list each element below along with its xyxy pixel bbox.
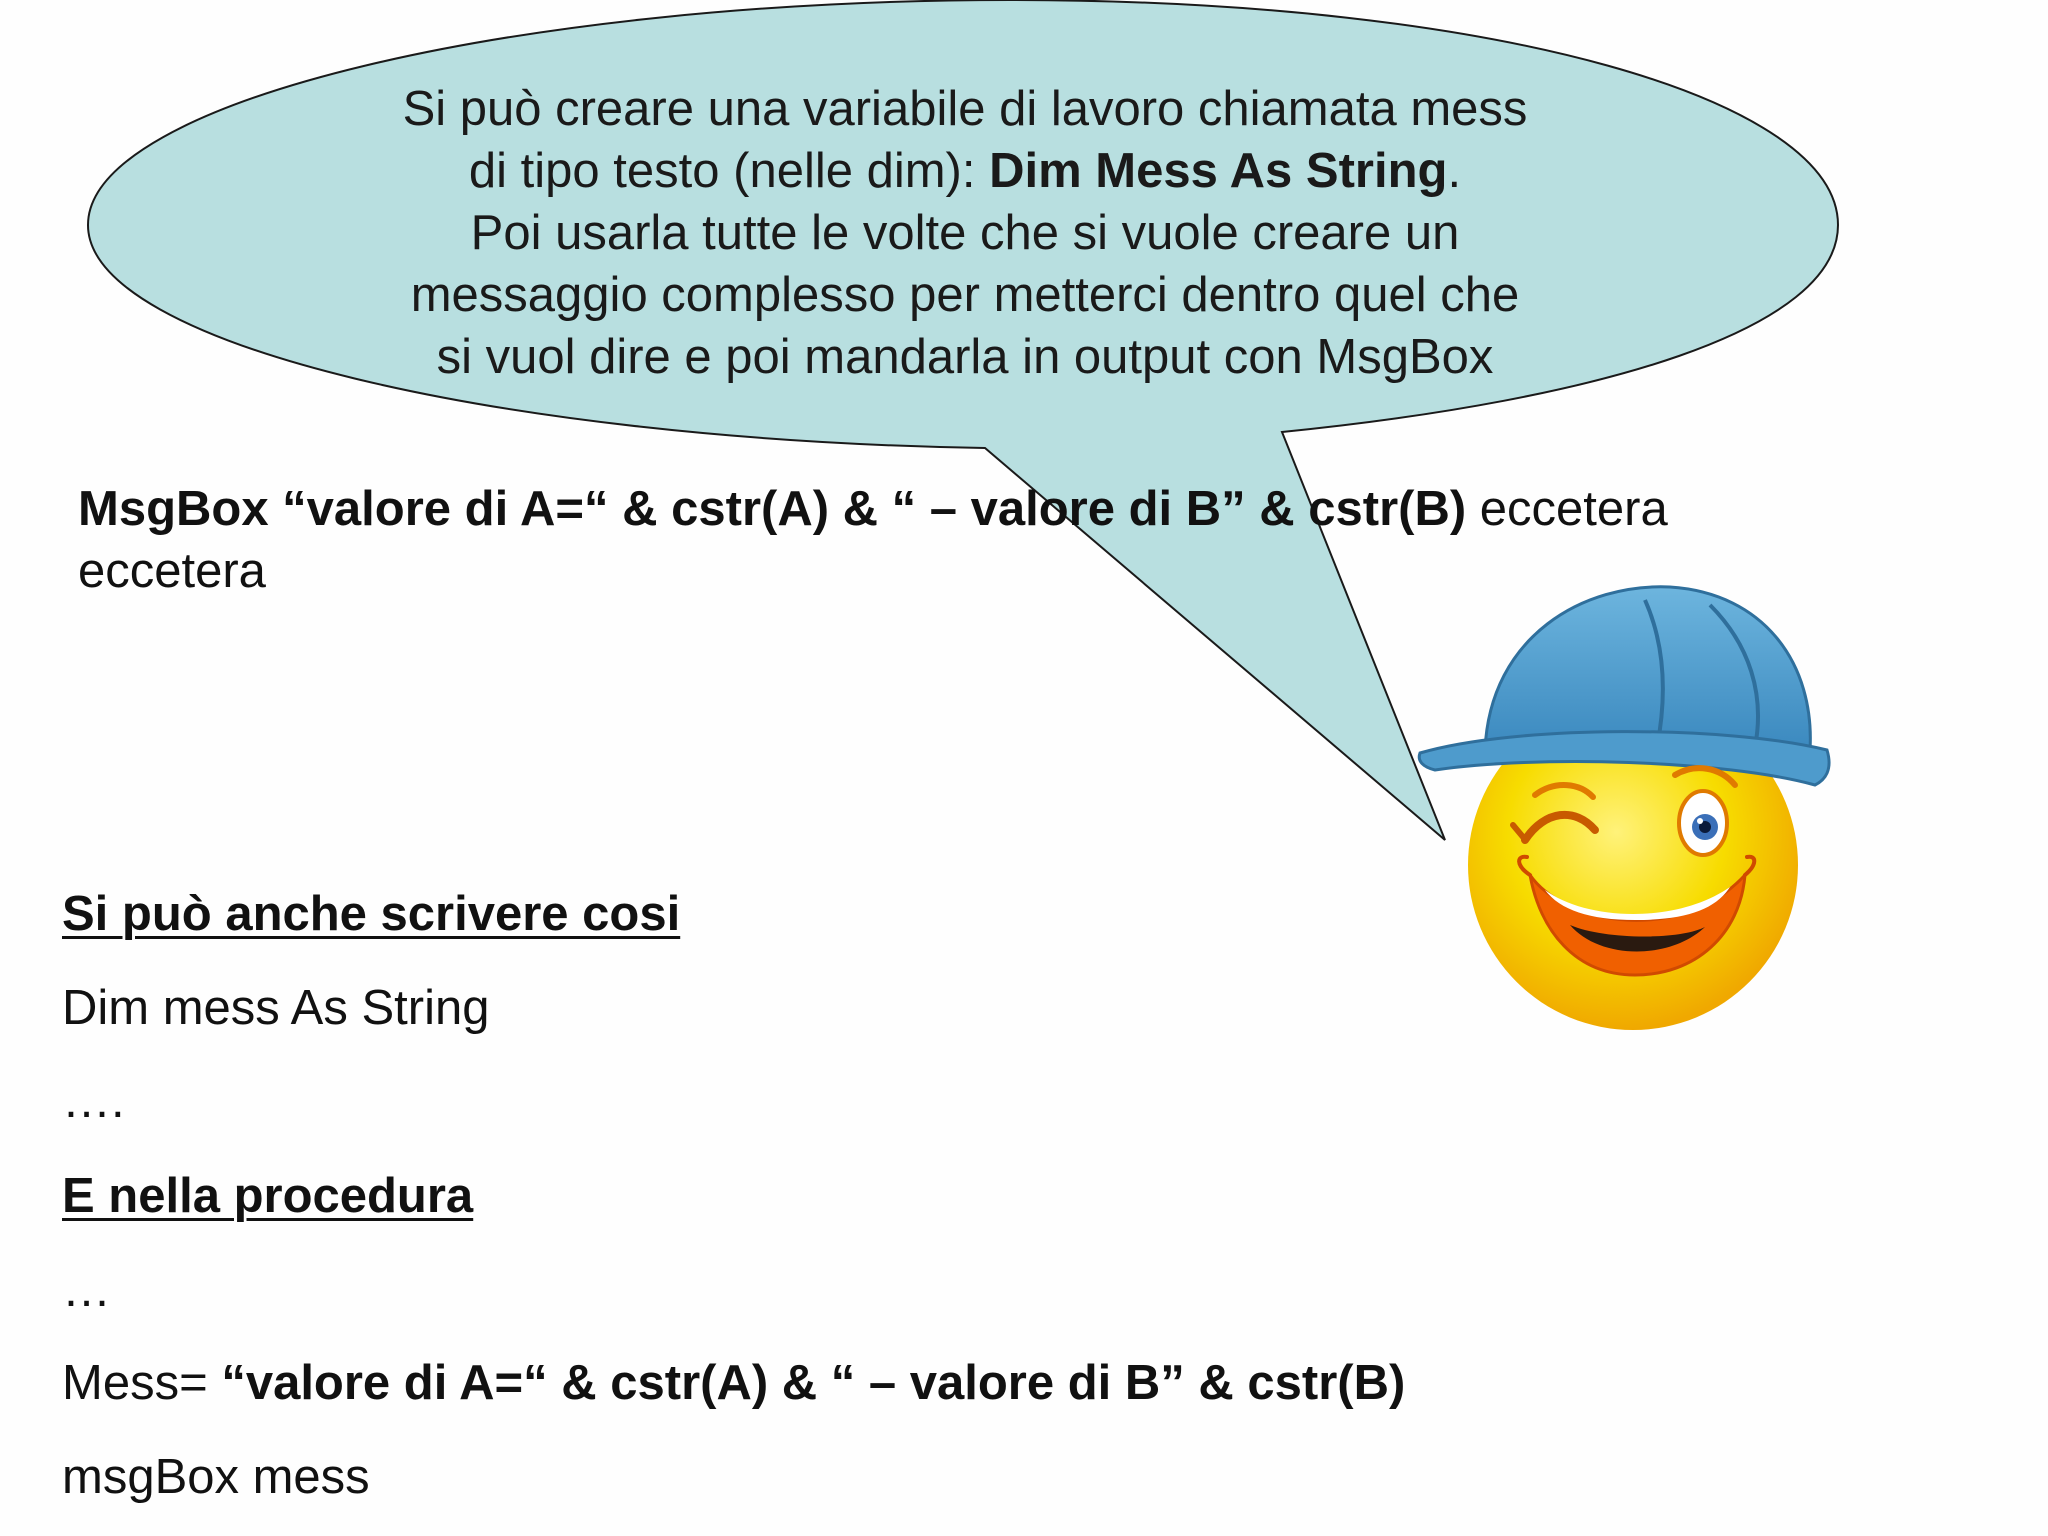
bubble-line-3: Poi usarla tutte le volte che si vuole creare un: [470, 206, 1460, 260]
section2-assign-code: “valore di A=“ & cstr(A) & “ – valore di B” & cstr(B): [221, 1356, 1406, 1410]
msgbox-example-line-1: [78, 478, 1778, 540]
section2-ellipsis: …: [62, 1263, 111, 1317]
section1-declaration: Dim mess As String: [62, 981, 490, 1035]
section2-last-line: msgBox mess: [62, 1450, 370, 1504]
bubble-line-2-code: Dim Mess As String: [989, 144, 1448, 198]
winking-smiley-hard-hat-icon: [1395, 575, 1855, 1035]
section2-assign-prefix: Mess=: [62, 1356, 222, 1410]
msgbox-example-line-2: eccetera: [78, 544, 266, 598]
section2-heading: E nella procedura: [62, 1169, 474, 1223]
section1-heading: Si può anche scrivere cosi: [62, 887, 681, 941]
msgbox-example-code: MsgBox “valore di A=“ & cstr(A) & “ – valore di B” & cstr(B): [78, 482, 1467, 536]
bubble-line-2: [340, 140, 1590, 202]
bubble-line-2-suffix: .: [1447, 144, 1462, 198]
section1-ellipsis: ….: [62, 1074, 125, 1128]
speech-bubble-text: [340, 78, 1590, 388]
section2-assignment: [62, 1352, 1562, 1414]
bubble-line-4: messaggio complesso per metterci dentro quel che: [410, 268, 1520, 322]
bubble-line-1: Si può creare una variabile di lavoro chiamata mess: [402, 82, 1528, 136]
bubble-line-2-prefix: di tipo testo (nelle dim):: [468, 144, 990, 198]
bubble-line-5: si vuol dire e poi mandarla in output con MsgBox: [436, 330, 1494, 384]
msgbox-example-suffix: eccetera: [1466, 482, 1668, 536]
